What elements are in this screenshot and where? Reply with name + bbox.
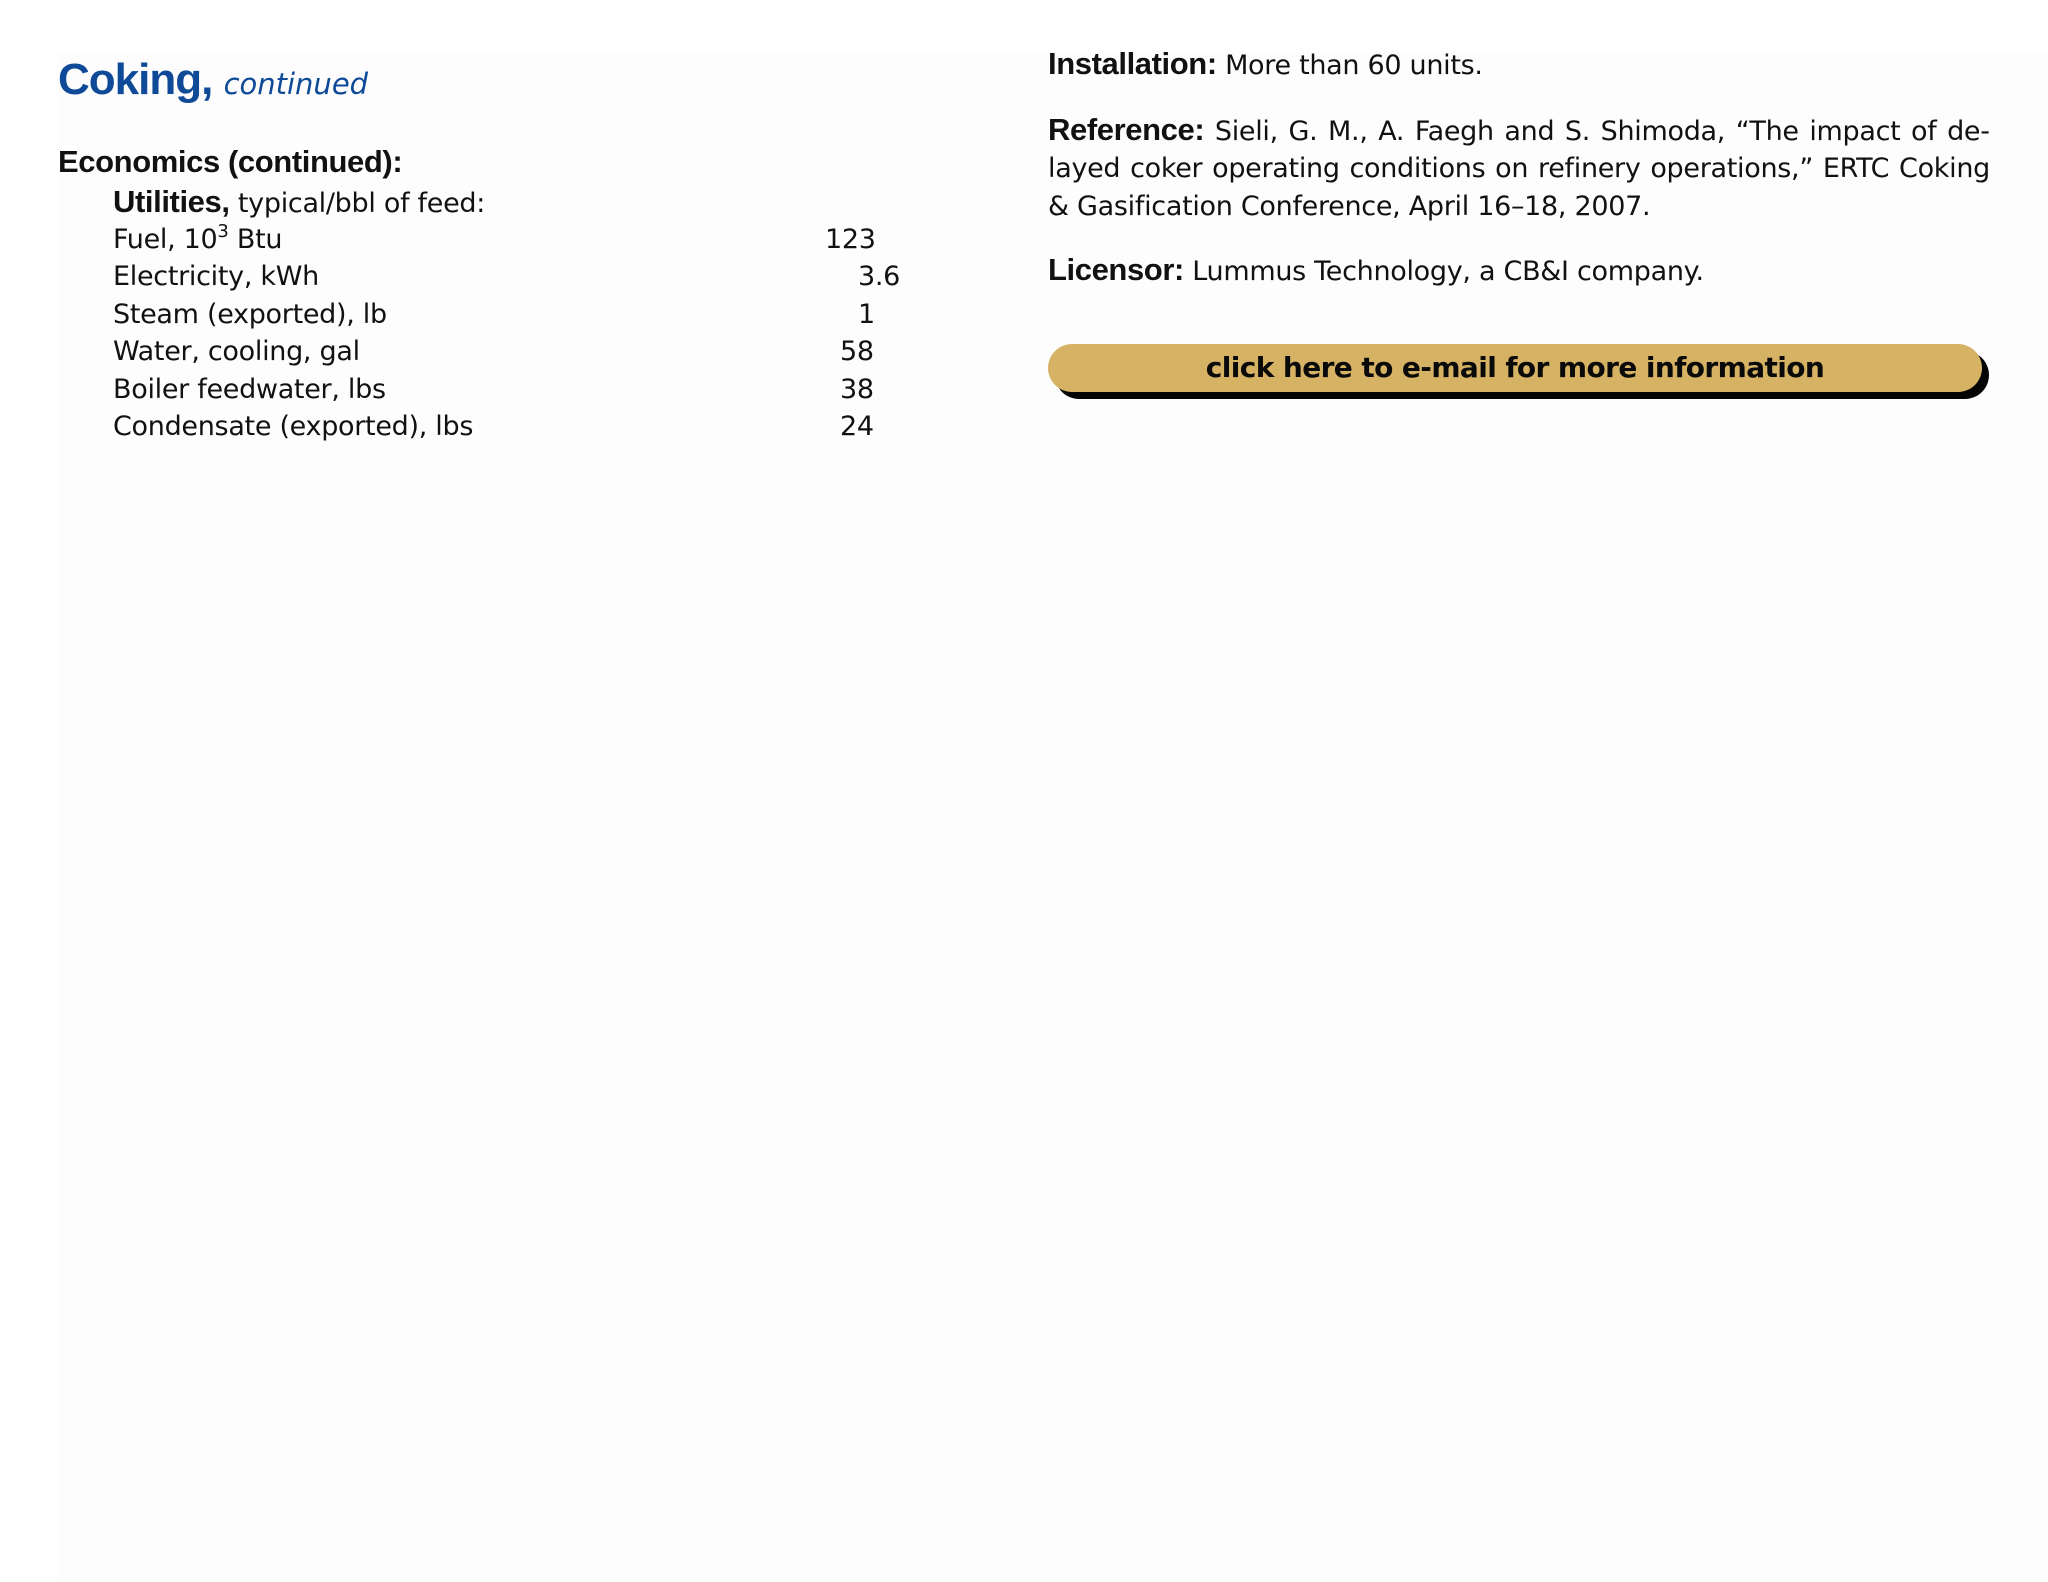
- utility-row-electricity: [113, 258, 913, 296]
- licensor-label: Licensor:: [1048, 252, 1184, 287]
- utility-label: Steam (exported), lb: [113, 298, 387, 330]
- reference-paragraph: [1048, 111, 1990, 226]
- utility-row-boiler-feedwater: [113, 371, 913, 409]
- utility-row-steam: [113, 296, 913, 334]
- utility-value: 1: [858, 298, 875, 330]
- utility-value: 123: [825, 223, 876, 255]
- utilities-table: [113, 183, 913, 446]
- utilities-heading-row: [113, 183, 913, 221]
- utility-label: Electricity, kWh: [113, 261, 319, 292]
- email-info-button[interactable]: click here to e-mail for more information: [1048, 344, 1982, 392]
- utilities-label: Utilities,: [113, 184, 230, 219]
- licensor-paragraph: [1048, 251, 1990, 291]
- utility-value: 3.6: [858, 261, 901, 292]
- utilities-text: typical/bbl of feed:: [237, 188, 486, 219]
- installation-text: More than 60 units.: [1225, 50, 1483, 81]
- reference-label: Reference:: [1048, 111, 1205, 147]
- right-column: [1048, 45, 1990, 317]
- economics-heading: Economics (continued):: [58, 144, 403, 179]
- utility-label: Condensate (exported), lbs: [113, 411, 474, 442]
- utility-row-condensate: [113, 408, 913, 446]
- licensor-text: Lummus Technology, a CB&I company.: [1192, 256, 1704, 287]
- utility-label: Boiler feedwater, lbs: [113, 373, 386, 405]
- utility-row-water: [113, 333, 913, 371]
- installation-paragraph: [1048, 45, 1990, 85]
- reference-text: Sieli, G. M., A. Faegh and S. Shimoda, “The impact of delayed coker operating conditions on refinery operations,” ERTC Coking & Gasification Conference, April 16–18, 2007.: [1048, 115, 1990, 222]
- utility-value: 38: [840, 373, 874, 405]
- utility-label: Water, cooling, gal: [113, 336, 360, 367]
- installation-label: Installation:: [1048, 46, 1217, 81]
- utility-row-fuel: [113, 221, 913, 259]
- title-suffix: continued: [223, 67, 369, 101]
- left-column: [58, 50, 958, 442]
- superscript: 3: [217, 220, 229, 242]
- utility-label: Fuel, $10^3$ Btu: [113, 220, 283, 255]
- utility-value: 24: [840, 411, 874, 442]
- utility-value: 58: [840, 336, 874, 367]
- page-title: [58, 50, 958, 110]
- title-main: Coking,: [58, 55, 213, 104]
